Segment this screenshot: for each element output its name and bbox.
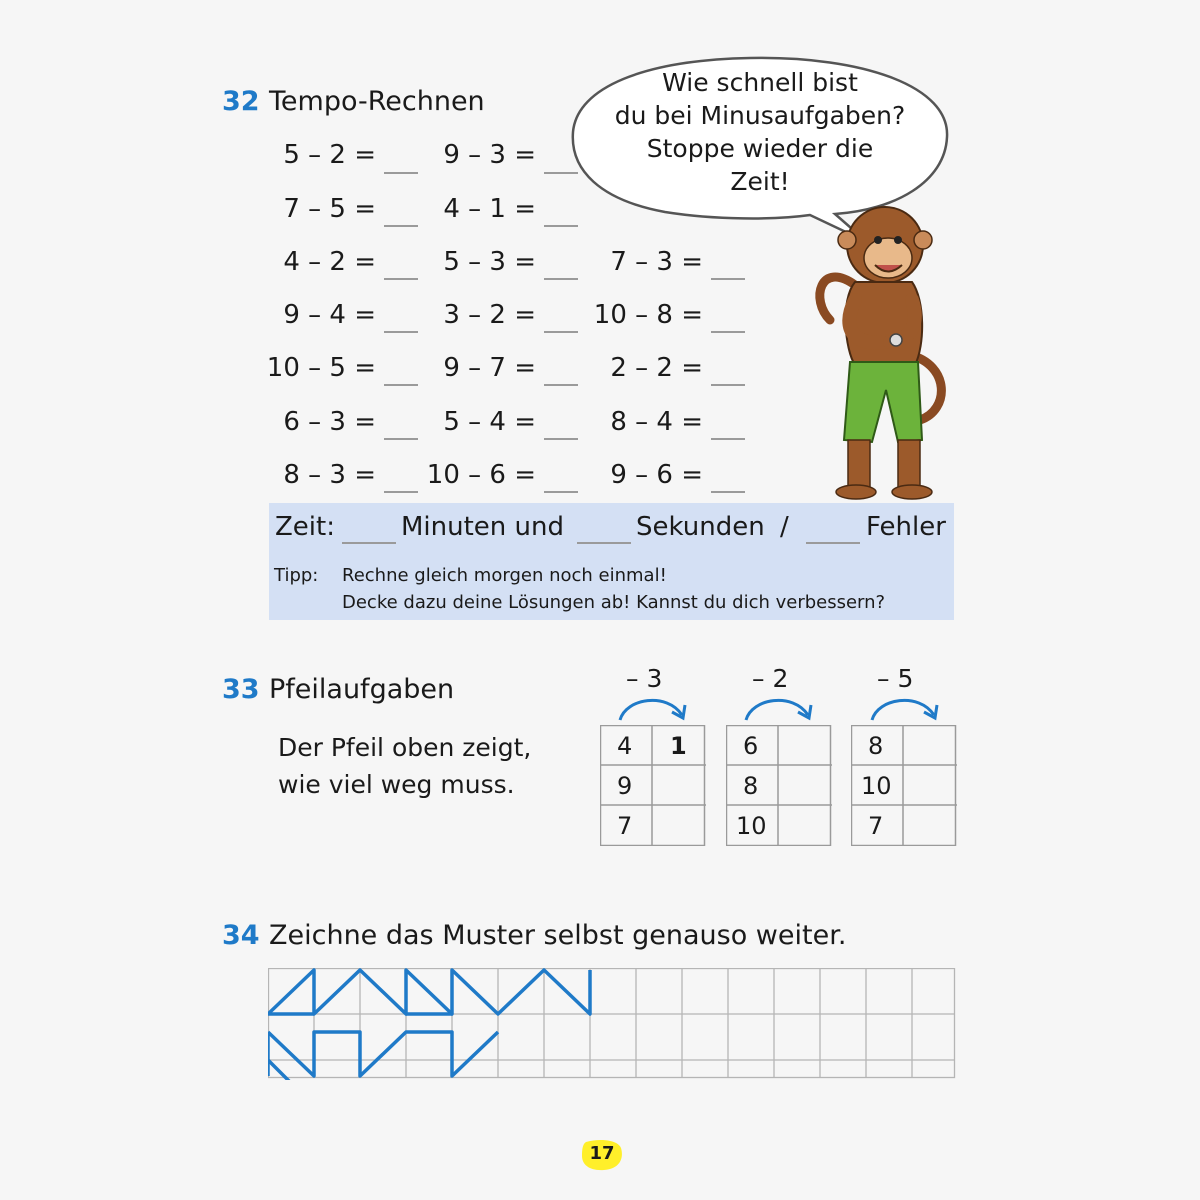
answer-blank[interactable] <box>544 384 578 386</box>
equation: 5 – 2 = <box>283 140 376 170</box>
table-cell: 4 <box>617 732 633 760</box>
seconds-blank[interactable] <box>577 542 631 544</box>
tipp-label: Tipp: <box>274 565 319 586</box>
speech-line: Zeit! <box>730 167 790 196</box>
equation: 6 – 3 = <box>283 407 376 437</box>
speech-line: Wie schnell bist <box>662 68 858 97</box>
table-cell: 10 <box>861 772 892 800</box>
task-33-description: Der Pfeil oben zeigt, <box>278 733 532 762</box>
table-cell: 6 <box>743 732 759 760</box>
monkey-illustration <box>800 190 960 510</box>
table-answer-cell[interactable]: 1 <box>670 732 687 760</box>
task-33-description: wie viel weg muss. <box>278 770 515 799</box>
curved-arrow-icon <box>738 690 818 724</box>
pattern-row-2 <box>268 1032 498 1080</box>
equation: 5 – 4 = <box>443 407 536 437</box>
task-32-number: 32 <box>222 86 260 117</box>
table-cell: 7 <box>617 812 633 840</box>
curved-arrow-icon <box>864 690 944 724</box>
equation: 9 – 3 = <box>443 140 536 170</box>
pattern-row-1 <box>268 970 590 1014</box>
table-cell: 7 <box>868 812 884 840</box>
answer-blank[interactable] <box>711 331 745 333</box>
equation: 3 – 2 = <box>443 300 536 330</box>
speech-line: Stoppe wieder die <box>646 134 874 163</box>
answer-blank[interactable] <box>544 331 578 333</box>
tipp-line: Decke dazu deine Lösungen ab! Kannst du dich verbessern? <box>342 592 886 613</box>
sekunden-label: Sekunden <box>636 512 765 542</box>
arrow-label: – 2 <box>752 664 789 693</box>
slash: / <box>780 512 789 542</box>
equation: 8 – 3 = <box>283 460 376 490</box>
task-34-title: Zeichne das Muster selbst genauso weiter. <box>269 920 847 951</box>
equation: 10 – 6 = <box>426 460 536 490</box>
task-32-title: Tempo-Rechnen <box>269 86 485 117</box>
table-cell: 10 <box>736 812 767 840</box>
curved-arrow-icon <box>612 690 692 724</box>
table-cell: 8 <box>743 772 759 800</box>
time-row <box>275 512 335 542</box>
task-33-title: Pfeilaufgaben <box>269 674 455 705</box>
arrow-label: – 3 <box>626 664 663 693</box>
answer-blank[interactable] <box>384 172 418 174</box>
equation: 10 – 8 = <box>593 300 703 330</box>
answer-blank[interactable] <box>544 438 578 440</box>
answer-blank[interactable] <box>384 438 418 440</box>
answer-blank[interactable] <box>384 278 418 280</box>
answer-blank[interactable] <box>711 384 745 386</box>
table-cell: 8 <box>868 732 884 760</box>
fehler-label: Fehler <box>866 512 946 542</box>
answer-blank[interactable] <box>384 384 418 386</box>
arrow-label: – 5 <box>877 664 914 693</box>
table-cell: 9 <box>617 772 633 800</box>
equation: 10 – 5 = <box>266 353 376 383</box>
task-33-number: 33 <box>222 674 260 705</box>
speech-line: du bei Minusaufgaben? <box>614 101 906 130</box>
equation: 8 – 4 = <box>610 407 703 437</box>
page-number: 17 <box>589 1143 615 1164</box>
speech-text <box>590 66 930 198</box>
errors-blank[interactable] <box>806 542 860 544</box>
answer-blank[interactable] <box>711 491 745 493</box>
minuten-label: Minuten und <box>401 512 565 542</box>
answer-blank[interactable] <box>384 331 418 333</box>
zeit-label: Zeit: <box>275 512 335 542</box>
answer-blank[interactable] <box>544 278 578 280</box>
equation: 7 – 3 = <box>610 247 703 277</box>
equation: 5 – 3 = <box>443 247 536 277</box>
answer-blank[interactable] <box>711 278 745 280</box>
task-34-number: 34 <box>222 920 260 951</box>
equation: 2 – 2 = <box>610 353 703 383</box>
arrow-table-1 <box>600 725 706 846</box>
pattern-grid[interactable] <box>268 968 958 1080</box>
tipp-line: Rechne gleich morgen noch einmal! <box>342 565 667 586</box>
answer-blank[interactable] <box>384 225 418 227</box>
equation: 9 – 7 = <box>443 353 536 383</box>
equation: 4 – 2 = <box>283 247 376 277</box>
answer-blank[interactable] <box>711 438 745 440</box>
answer-blank[interactable] <box>544 491 578 493</box>
equation: 7 – 5 = <box>283 194 376 224</box>
equation: 9 – 6 = <box>610 460 703 490</box>
equation: 9 – 4 = <box>283 300 376 330</box>
answer-blank[interactable] <box>384 491 418 493</box>
minutes-blank[interactable] <box>342 542 396 544</box>
equation: 4 – 1 = <box>443 194 536 224</box>
